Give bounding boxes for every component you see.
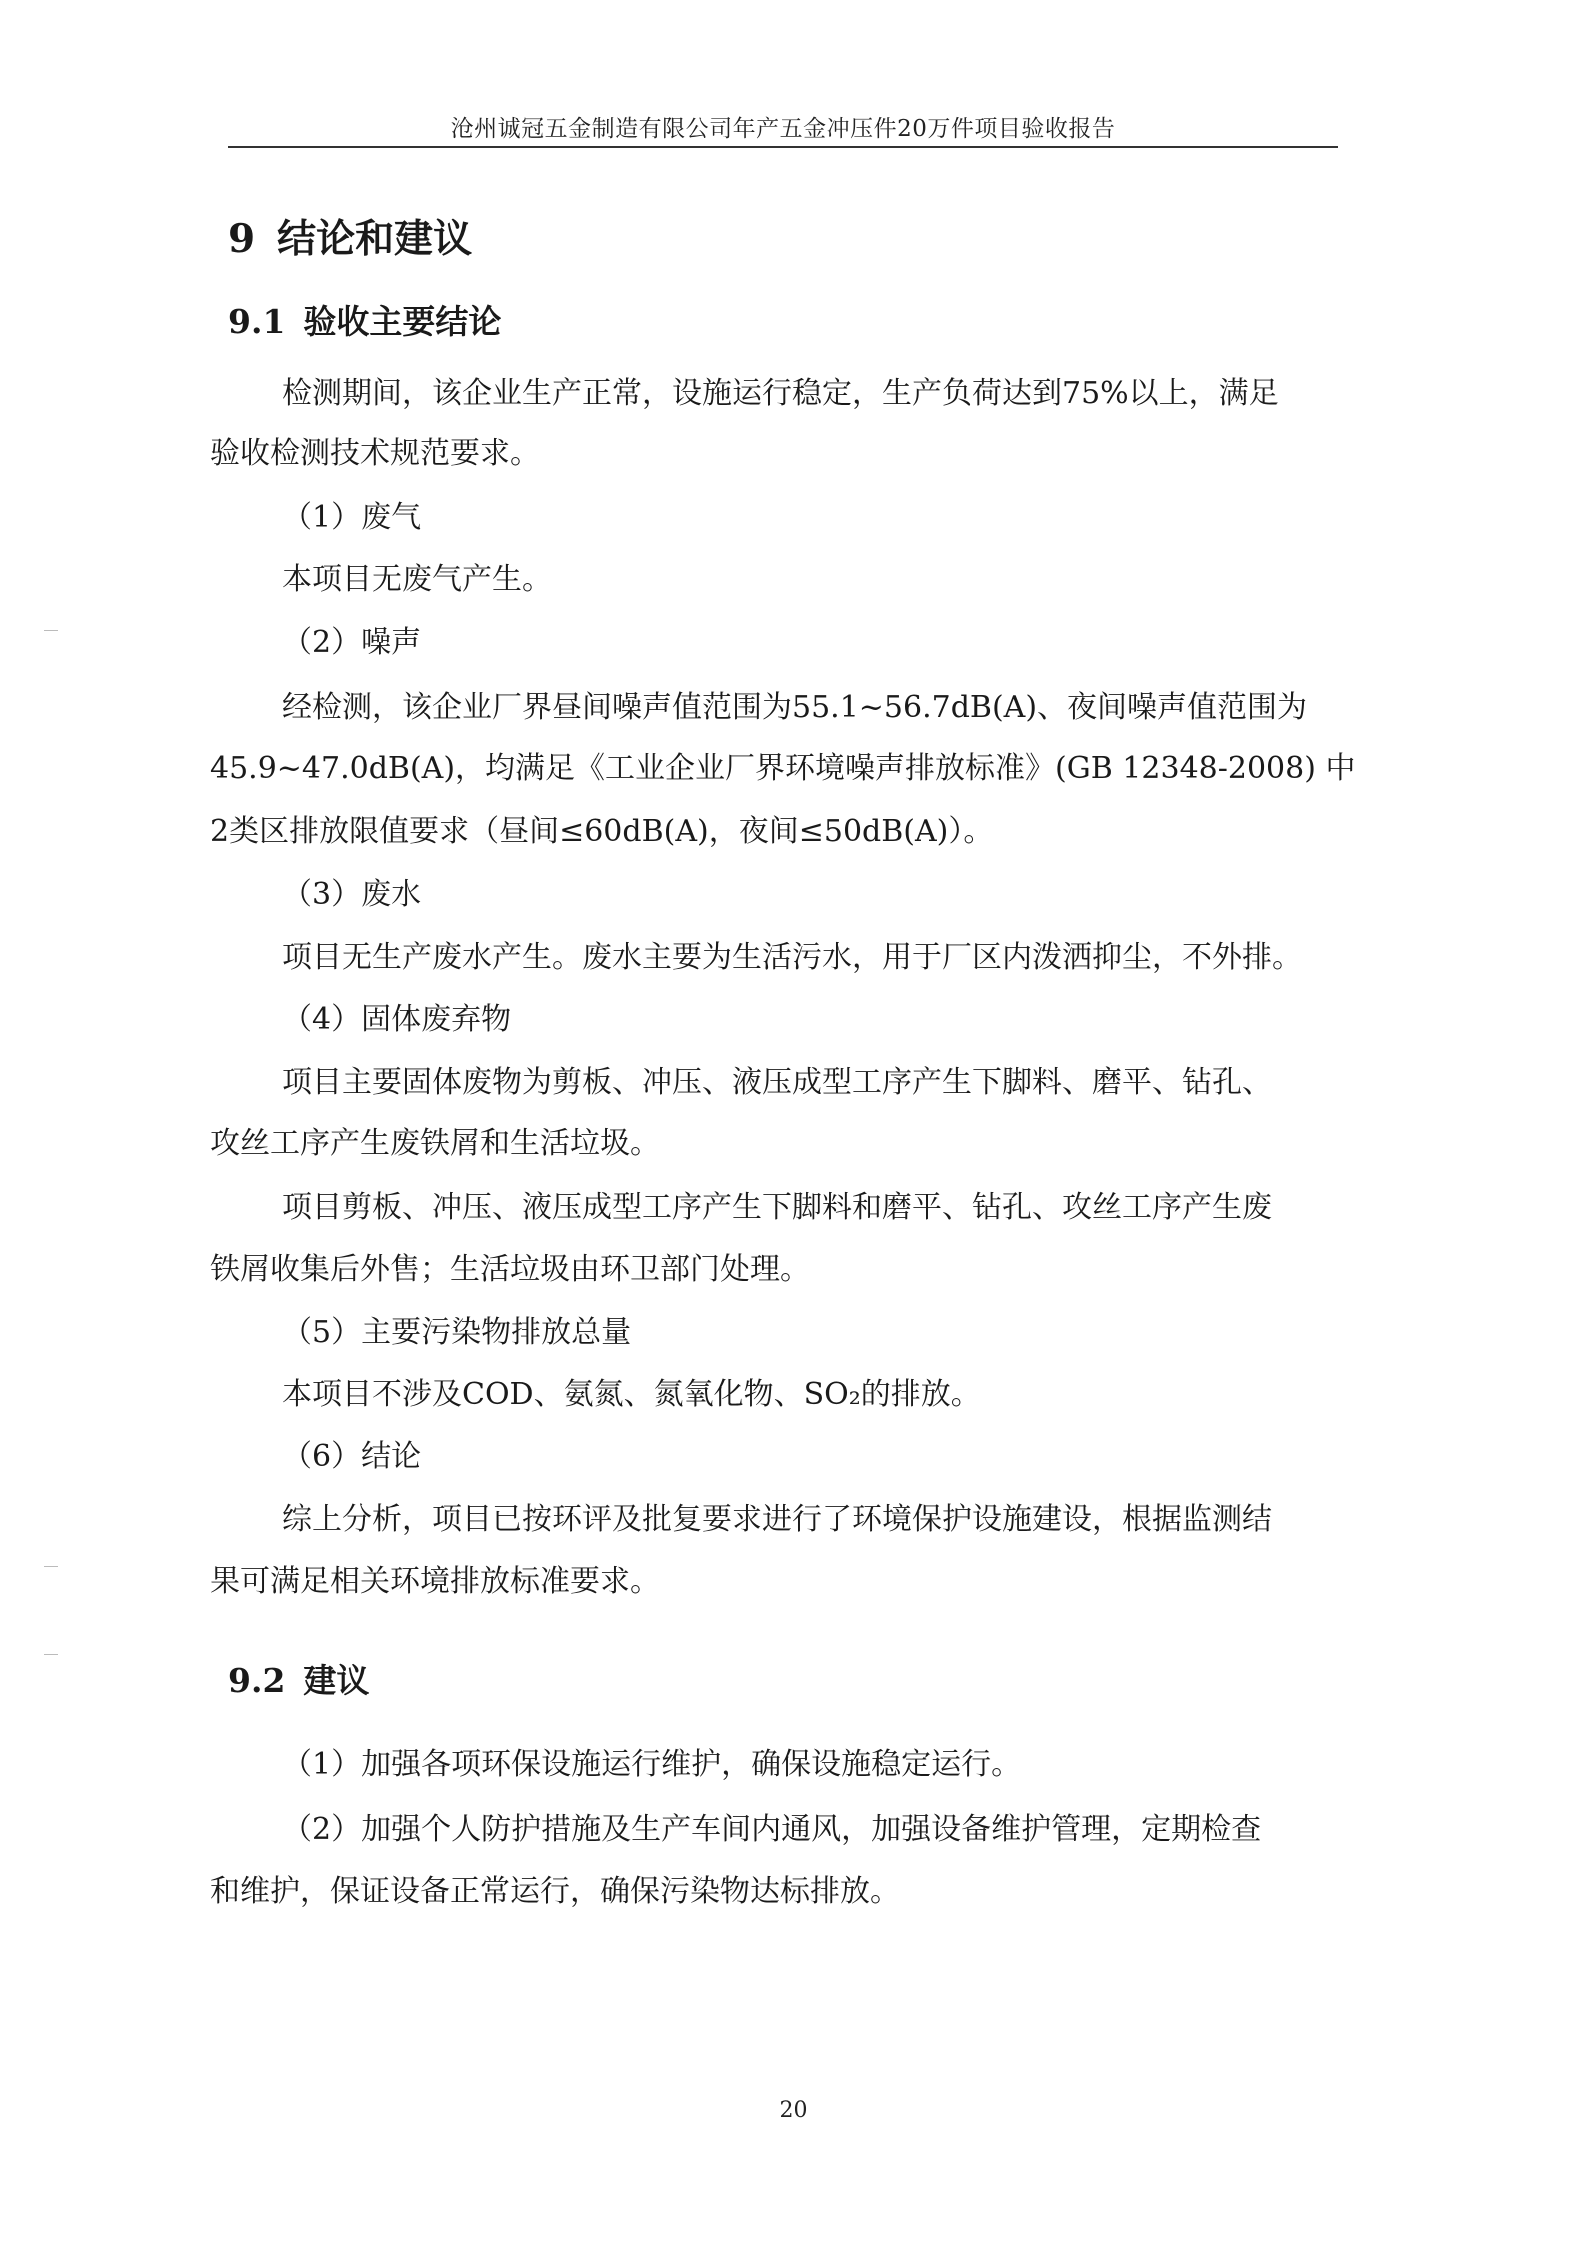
- subheading-conclusion: （6）结论: [282, 1439, 422, 1474]
- page-header: 沧州诚冠五金制造有限公司年产五金冲压件20万件项目验收报告: [450, 116, 1116, 142]
- chapter-title: 结论和建议: [277, 216, 473, 262]
- subheading-solid-waste: （4）固体废弃物: [282, 1002, 512, 1037]
- suggestion-line: （2）加强个人防护措施及生产车间内通风，加强设备维护管理，定期检查: [282, 1812, 1262, 1847]
- subheading-total-emissions: （5）主要污染物排放总量: [282, 1315, 632, 1350]
- paragraph-line: 2类区排放限值要求（昼间≤60dB(A)，夜间≤50dB(A)）。: [210, 814, 994, 849]
- paragraph-line: 本项目无废气产生。: [282, 562, 552, 597]
- paragraph-line: 经检测，该企业厂界昼间噪声值范围为55.1~56.7dB(A)、夜间噪声值范围为: [282, 690, 1308, 725]
- subheading-wastewater: （3）废水: [282, 877, 422, 912]
- scan-artifact: [44, 1654, 58, 1655]
- paragraph-line: 本项目不涉及COD、氨氮、氮氧化物、SO₂的排放。: [282, 1377, 981, 1412]
- suggestion-line: 和维护，保证设备正常运行，确保污染物达标排放。: [210, 1874, 900, 1909]
- page-number: 20: [779, 2098, 808, 2123]
- paragraph-line: 项目无生产废水产生。废水主要为生活污水，用于厂区内泼洒抑尘，不外排。: [282, 940, 1302, 975]
- suggestion-line: （1）加强各项环保设施运行维护，确保设施稳定运行。: [282, 1747, 1022, 1782]
- paragraph-line: 项目剪板、冲压、液压成型工序产生下脚料和磨平、钻孔、攻丝工序产生废: [282, 1190, 1272, 1225]
- header-divider: [228, 146, 1338, 148]
- paragraph-line: 攻丝工序产生废铁屑和生活垃圾。: [210, 1126, 660, 1161]
- section-number: 9.1: [228, 302, 286, 341]
- scan-artifact: [44, 630, 58, 631]
- paragraph-line: 果可满足相关环境排放标准要求。: [210, 1564, 660, 1599]
- section-title: 建议: [303, 1661, 370, 1700]
- scan-artifact: [44, 1566, 58, 1567]
- chapter-heading: [228, 208, 472, 264]
- section-title: 验收主要结论: [303, 302, 502, 341]
- paragraph-line: 45.9~47.0dB(A)，均满足《工业企业厂界环境噪声排放标准》(GB 12348-2008) 中: [210, 751, 1356, 786]
- paragraph-line: 铁屑收集后外售；生活垃圾由环卫部门处理。: [210, 1252, 810, 1287]
- paragraph-line: 项目主要固体废物为剪板、冲压、液压成型工序产生下脚料、磨平、钻孔、: [282, 1065, 1272, 1100]
- chapter-number: 9: [228, 216, 256, 262]
- paragraph-line: 综上分析，项目已按环评及批复要求进行了环境保护设施建设，根据监测结: [282, 1502, 1272, 1537]
- section-heading-9-2: [228, 1655, 369, 1702]
- section-heading-9-1: [228, 296, 501, 343]
- subheading-exhaust-gas: （1）废气: [282, 500, 422, 535]
- subheading-noise: （2）噪声: [282, 625, 422, 660]
- paragraph-line: 验收检测技术规范要求。: [210, 436, 540, 471]
- paragraph-line: 检测期间，该企业生产正常，设施运行稳定，生产负荷达到75%以上，满足: [282, 376, 1279, 411]
- section-number: 9.2: [228, 1661, 286, 1700]
